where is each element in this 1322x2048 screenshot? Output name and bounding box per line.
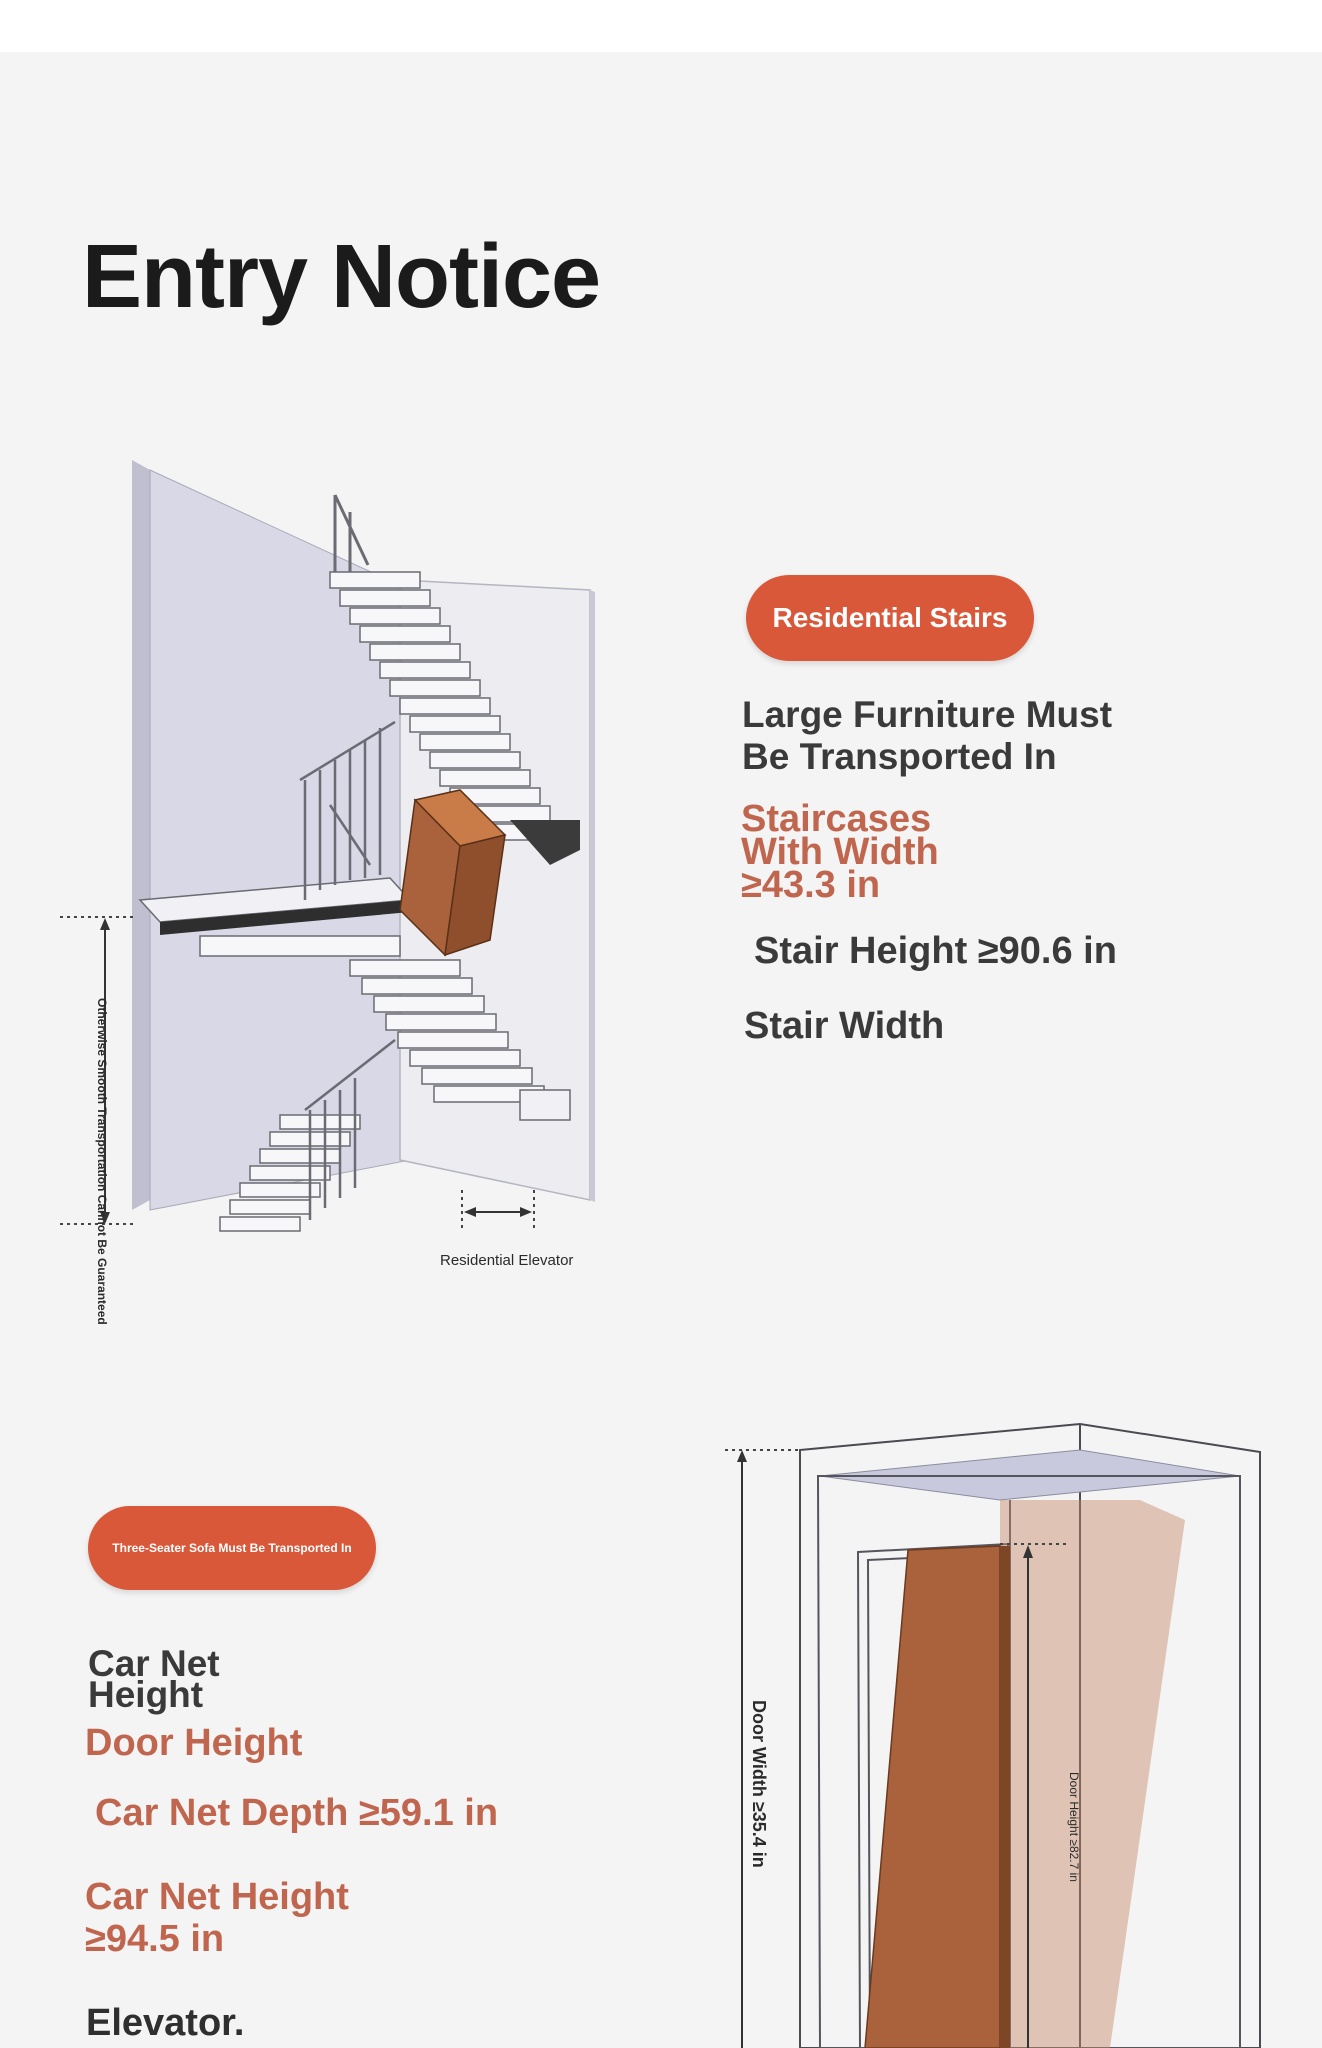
stair-width-text: Stair Width <box>744 1005 945 1047</box>
three-seater-sofa-badge: Three-Seater Sofa Must Be Transported In <box>88 1506 376 1590</box>
elevator-illustration <box>700 1400 1300 2048</box>
top-band <box>0 0 1322 52</box>
stairs-heading-line1: Large Furniture Must <box>742 694 1113 735</box>
car-net-height-line1: Car Net <box>88 1643 220 1684</box>
residential-stairs-badge: Residential Stairs <box>746 575 1034 661</box>
stairs-width-highlight-line2: With Width <box>741 831 939 873</box>
door-height-label: Door Height ≥82.7 in <box>1067 1772 1081 1882</box>
staircase-illustration <box>50 460 610 1320</box>
stair-height-text: Stair Height ≥90.6 in <box>754 930 1117 972</box>
car-net-depth-text: Car Net Depth ≥59.1 in <box>95 1792 499 1834</box>
door-width-label: Door Width ≥35.4 in <box>749 1700 769 1868</box>
car-net-height-value-line2: ≥94.5 in <box>85 1918 225 1960</box>
stairs-vertical-label: Otherwise Smooth Transportation Cannot Be Guaranteed <box>95 998 109 1325</box>
stairs-width-highlight-line1: Staircases <box>741 798 932 840</box>
stairs-width-highlight-line3: ≥43.3 in <box>741 864 881 906</box>
car-net-height-line2: Height <box>88 1674 204 1715</box>
stairs-figure-caption: Residential Elevator <box>440 1252 574 1269</box>
elevator-text: Elevator. <box>86 2002 245 2044</box>
door-height-text: Door Height <box>85 1722 303 1764</box>
stairs-heading-line2: Be Transported In <box>742 736 1057 777</box>
car-net-height-value-line1: Car Net Height <box>85 1876 349 1918</box>
page-title: Entry Notice <box>82 227 601 327</box>
